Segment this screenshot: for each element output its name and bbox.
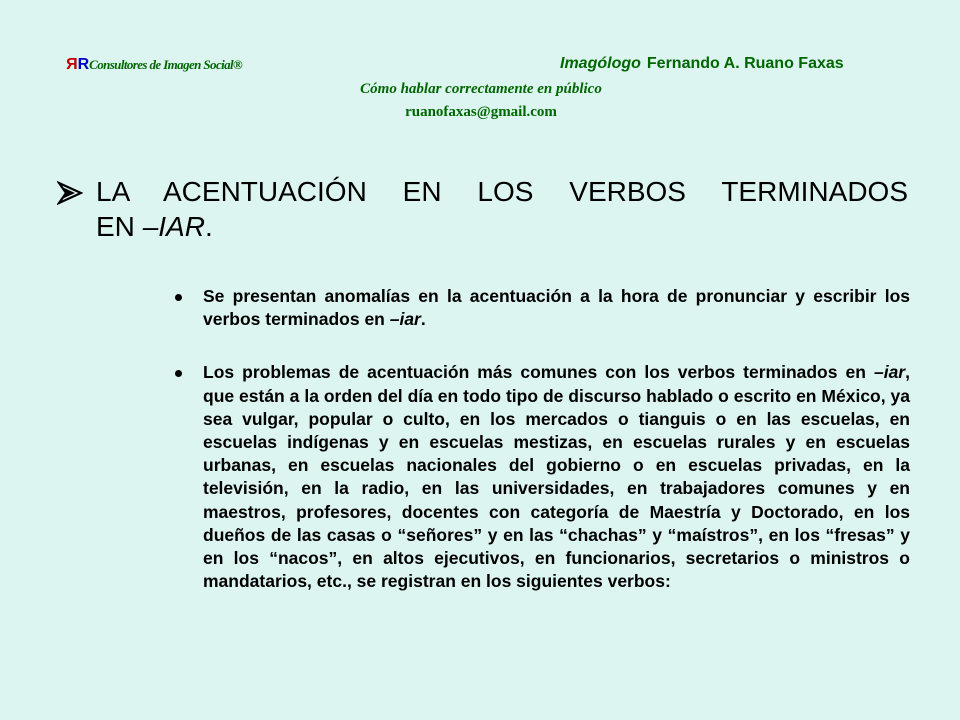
company-header — [66, 56, 242, 74]
bullet-dot-icon — [175, 370, 182, 377]
bullet-text-em: –iar — [389, 309, 421, 330]
bullet-text-before: Se presentan anomalías en la acentuación a la hora de pronunciar y escribir los verbos terminados en — [203, 286, 910, 330]
bullet-text-after: . — [420, 309, 426, 330]
author-name: Fernando A. Ruano Faxas — [646, 55, 844, 72]
bullet-item — [172, 361, 910, 593]
presentation-subtitle: Cómo hablar correctamente en público — [360, 81, 602, 97]
author-header — [560, 55, 844, 73]
heading-line-2-suffix: . — [204, 211, 213, 242]
heading-suffix-em: –IAR — [142, 211, 205, 242]
bullet-text — [203, 361, 910, 593]
slide-heading — [96, 174, 908, 244]
logo-letter: R — [77, 56, 90, 73]
logo-letter-reversed: R — [66, 56, 78, 73]
company-name: Consultores de Imagen Social® — [89, 57, 243, 72]
author-role: Imagólogo — [560, 55, 641, 72]
bullet-item — [172, 285, 910, 331]
bullet-text-after: , que están a la orden del día en todo tipo de discurso hablado o escrito en México, ya sea vulgar, popular o culto, en los mercados o tianguis o en las escuelas, en escuelas indígenas y en escuelas mestizas, en escuelas rurales y en escuelas urbanas, en escuelas nacionales del gobierno o en escuelas privadas, en la televisión, en la radio, en las universidades, en trabajadores comunes y en maestros, profesores, docentes con categoría de Maestría y Doctorado, en los dueños de las casas o “señores” y en las “chachas” y “maístros”, en los “fresas” y en los “nacos”, en altos ejecutivos, en funcionarios, secretarios o ministros o mandatarios, etc., se registran en los siguientes verbos: — [203, 362, 910, 592]
bullet-text-before: Los problemas de acentuación más comunes con los verbos terminados en — [203, 362, 874, 383]
author-email: ruanofaxas@gmail.com — [405, 104, 557, 120]
heading-line-2-prefix: EN — [96, 211, 143, 242]
heading-line-1: LA ACENTUACIÓN EN LOS VERBOS TERMINADOS — [96, 176, 908, 207]
arrow-bullet-icon — [57, 180, 83, 206]
bullet-text-em: –iar — [873, 362, 906, 383]
bullet-dot-icon — [175, 294, 182, 301]
bullet-list — [172, 285, 910, 623]
heading-line-2 — [96, 211, 213, 242]
bullet-text — [203, 285, 910, 331]
